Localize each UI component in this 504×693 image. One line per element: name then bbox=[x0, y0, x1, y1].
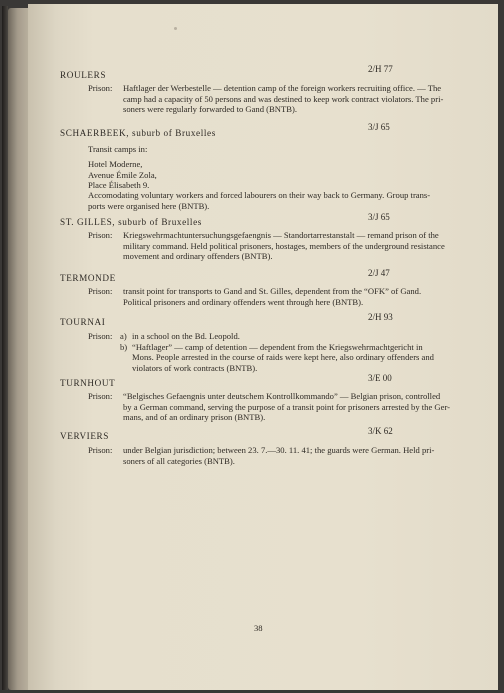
place-name: VERVIERS bbox=[60, 431, 109, 441]
map-reference: 2/J 47 bbox=[368, 268, 390, 278]
description-line: “Haftlager” — camp of detention — dependent from the Kriegswehrmachtgericht in bbox=[132, 341, 423, 352]
prison-label: Prison: bbox=[88, 83, 113, 93]
place-name: ST. GILLES, suburb of Bruxelles bbox=[60, 217, 202, 227]
description-line: Haftlager der Werbestelle — detention camp of the foreign workers recruiting office. — The bbox=[123, 83, 442, 93]
description-line: violators of work contracts (BNTB). bbox=[132, 362, 258, 373]
prison-label: Prison: bbox=[88, 445, 113, 455]
address-line: Place Élisabeth 9. bbox=[88, 180, 150, 190]
description-line: Mons. People arrested in the course of raids were kept here, also ordinary offenders and bbox=[132, 352, 434, 362]
item-marker: a) bbox=[120, 331, 127, 341]
place-name: ROULERS bbox=[60, 70, 107, 80]
place-name: SCHAERBEEK, suburb of Bruxelles bbox=[60, 128, 216, 138]
description-line: mans, and of an ordinary prison (BNTB). bbox=[123, 412, 266, 422]
item-marker: b) bbox=[120, 341, 128, 352]
transit-intro: Transit camps in: bbox=[88, 144, 148, 154]
prison-label: Prison: bbox=[88, 391, 113, 401]
prison-label: Prison: bbox=[88, 286, 113, 296]
map-reference: 2/H 93 bbox=[368, 312, 393, 322]
page-number: 38 bbox=[254, 623, 263, 633]
place-name: TERMONDE bbox=[60, 273, 116, 283]
description-line: transit point for transports to Gand and St. Gilles, dependent from the “OFK” of Gand. bbox=[123, 286, 422, 296]
description-line: military command. Held political prisoners, hostages, members of the underground resistance bbox=[123, 240, 445, 251]
prison-label: Prison: bbox=[88, 331, 113, 341]
description-line: soners were regularly forwarded to Gand (BNTB). bbox=[123, 104, 297, 114]
description-line: under Belgian jurisdiction; between 23. 7.—30. 11. 41; the guards were German. Held pri- bbox=[123, 445, 435, 455]
description-line: camp had a capacity of 50 persons and was destined to keep work contract violators. The pri- bbox=[123, 93, 444, 104]
map-reference: 3/K 62 bbox=[368, 426, 393, 436]
page-mark bbox=[174, 27, 177, 30]
map-reference: 3/E 00 bbox=[368, 373, 392, 383]
description-line: Political prisoners and ordinary offenders went through here (BNTB). bbox=[123, 296, 364, 307]
place-name: TOURNAI bbox=[60, 317, 106, 327]
map-reference: 3/J 65 bbox=[368, 122, 390, 132]
description-line: by a German command, serving the purpose of a transit point for prisoners arrested by the Ger- bbox=[123, 401, 451, 412]
description-line: “Belgisches Gefaengnis unter deutschem Kontrollkommando” — Belgian prison, controlled bbox=[123, 391, 441, 401]
address-line: Hotel Moderne, bbox=[88, 159, 143, 169]
map-reference: 3/J 65 bbox=[368, 212, 390, 222]
description-line: Accomodating voluntary workers and forced labourers on their way back to Germany. Group trans- bbox=[88, 190, 431, 200]
address-line: Avenue Émile Zola, bbox=[88, 169, 157, 180]
description-line: Kriegswehrmachtuntersuchungsgefaengnis — Standortarrestanstalt — remand prison of the bbox=[123, 230, 439, 240]
address-list bbox=[88, 159, 157, 191]
prison-label: Prison: bbox=[88, 230, 113, 240]
place-name: TURNHOUT bbox=[60, 378, 116, 388]
map-reference: 2/H 77 bbox=[368, 64, 393, 74]
description-line: in a school on the Bd. Leopold. bbox=[132, 331, 240, 341]
document-page bbox=[28, 4, 498, 690]
description-line: movement and ordinary offenders (BNTB). bbox=[123, 251, 273, 261]
description-line: soners of all categories (BNTB). bbox=[123, 455, 235, 466]
description-line: ports were organised here (BNTB). bbox=[88, 200, 210, 211]
